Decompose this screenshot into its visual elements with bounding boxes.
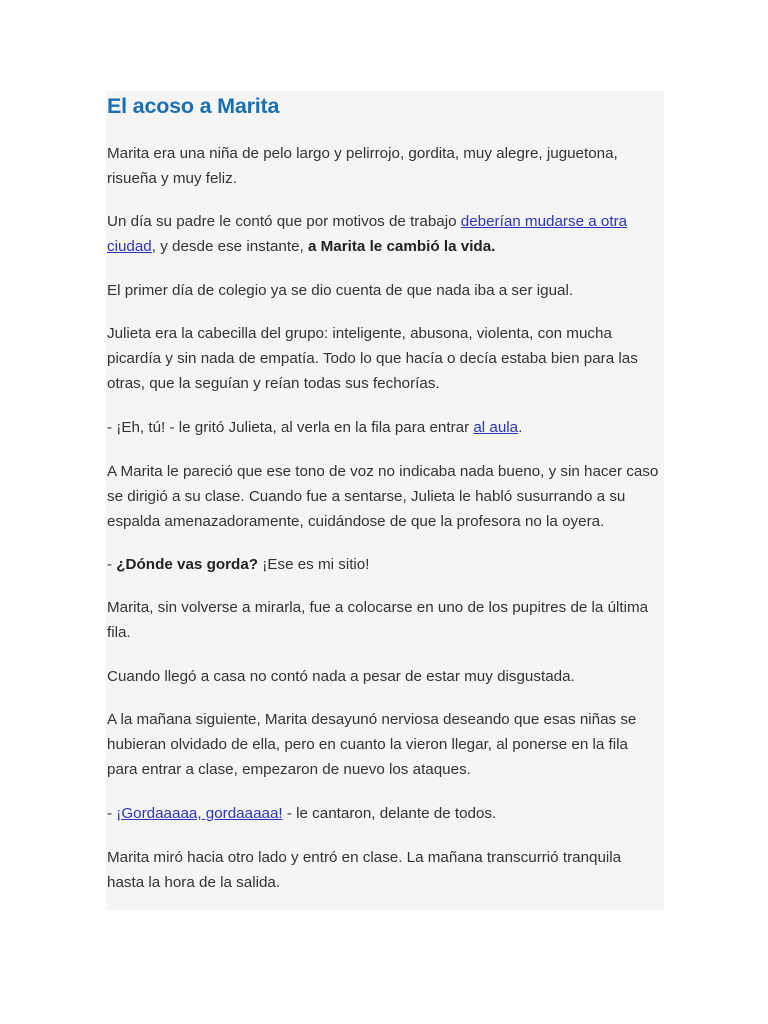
moving-city-link[interactable]: deberían mudarse a otra ciudad xyxy=(107,213,628,255)
paragraph-3: El primer día de colegio ya se dio cuenta de que nada iba a ser igual. xyxy=(107,282,574,299)
paragraph-9: Cuando llegó a casa no contó nada a pesar de estar muy disgustada. xyxy=(107,668,575,685)
paragraph-7 xyxy=(107,552,659,577)
paragraph-6: A Marita le pareció que ese tono de voz no indicaba nada bueno, y sin hacer caso se dirigió a su clase. Cuando fue a sentarse, Julieta le habló susurrando a su espalda amenazadoramente, cuidándose de que la profesora no la oyera. xyxy=(107,463,659,530)
paragraph-1: Marita era una niña de pelo largo y pelirrojo, gordita, muy alegre, juguetona, risueña y muy feliz. xyxy=(107,145,618,187)
paragraph-8: Marita, sin volverse a mirarla, fue a colocarse en uno de los pupitres de la última fila. xyxy=(107,599,649,641)
paragraph-7-dash: - xyxy=(107,556,117,573)
paragraph-4: Julieta era la cabecilla del grupo: inteligente, abusona, violenta, con mucha picardía y sin nada de empatía. Todo lo que hacía o decía estaba bien para las otras, que la seguían y reían todas sus fechorías. xyxy=(107,325,638,392)
paragraph-2 xyxy=(107,209,659,259)
paragraph-11-text: - le cantaron, delante de todos. xyxy=(282,805,497,822)
chant-link[interactable]: ¡Gordaaaaa, gordaaaaa! xyxy=(116,805,283,822)
paragraph-2-text-mid: , y desde ese instante, xyxy=(151,238,308,255)
paragraph-7-text: ¡Ese es mi sitio! xyxy=(258,556,370,573)
paragraph-5-text: - ¡Eh, tú! - le gritó Julieta, al verla en la fila para entrar xyxy=(107,419,474,436)
paragraph-5-end: . xyxy=(518,419,523,436)
paragraph-12: Marita miró hacia otro lado y entró en clase. La mañana transcurrió tranquila hasta la hora de la salida. xyxy=(107,849,622,891)
paragraph-11 xyxy=(107,801,659,826)
paragraph-2-bold: a Marita le cambió la vida. xyxy=(307,238,496,255)
paragraph-11-dash: - xyxy=(107,805,117,822)
classroom-link[interactable]: al aula xyxy=(473,419,519,436)
paragraph-2-text: Un día su padre le contó que por motivos de trabajo xyxy=(107,213,461,230)
paragraph-5 xyxy=(107,415,659,440)
article-title: El acoso a Marita xyxy=(107,94,280,118)
paragraph-10: A la mañana siguiente, Marita desayunó nerviosa deseando que esas niñas se hubieran olvidado de ella, pero en cuanto la vieron llegar, al ponerse en la fila para entrar a clase, empezaron de nuevo los ataques. xyxy=(107,711,637,778)
paragraph-7-bold: ¿Dónde vas gorda? xyxy=(116,556,259,573)
article-card xyxy=(106,91,664,910)
